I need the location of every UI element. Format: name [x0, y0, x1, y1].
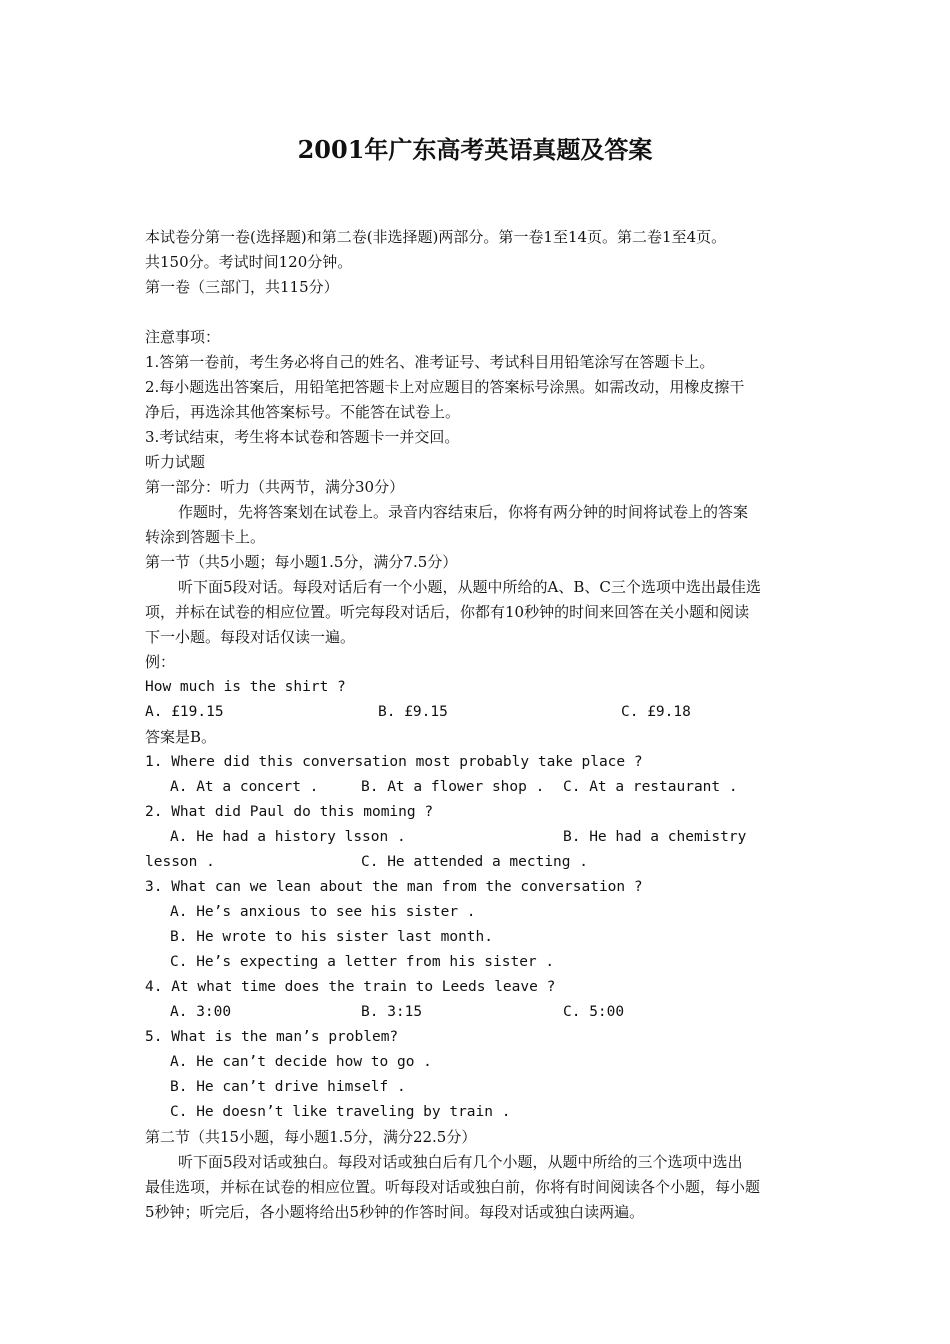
section2-instructions-3: 5秒钟；听完后，各小题将给出5秒钟的作答时间。每段对话或独白读两遍。 — [145, 1203, 645, 1221]
question-4-option-a: A. 3:00 — [170, 1004, 232, 1020]
question-1-option-b: B. At a flower shop . — [361, 779, 545, 795]
example-label: 例： — [145, 653, 176, 671]
question-3: 3. What can we lean about the man from the conversation ? — [145, 879, 643, 895]
section1-instructions-2: 项，并标在试卷的相应位置。听完每段对话后，你都有10秒钟的时间来回答在关小题和阅读 — [145, 603, 750, 621]
part1-heading: 第一部分：听力（共两节，满分30分） — [145, 478, 405, 496]
page-title: 2001年广东高考英语真题及答案 — [297, 135, 653, 164]
example-option-a: A. £19.15 — [145, 704, 224, 720]
question-5-option-b: B. He can’t drive himself . — [170, 1079, 406, 1095]
example-option-b: B. £9.15 — [378, 704, 448, 720]
part1-instructions-1: 作题时，先将答案划在试卷上。录音内容结束后，你将有两分钟的时间将试卷上的答案 — [178, 503, 749, 521]
question-2-option-c: C. He attended a mecting . — [361, 854, 588, 870]
part-one-heading: 第一卷（三部门，共115分） — [145, 278, 339, 296]
section1-heading: 第一节（共5小题；每小题1.5分，满分7.5分） — [145, 553, 458, 571]
section2-heading: 第二节（共15小题，每小题1.5分，满分22.5分） — [145, 1128, 477, 1146]
question-3-option-a: A. He’s anxious to see his sister . — [170, 904, 476, 920]
example-option-c: C. £9.18 — [621, 704, 691, 720]
intro-line-1: 本试卷分第一卷(选择题)和第二卷(非选择题)两部分。第一卷1至14页。第二卷1至4页。 — [145, 228, 727, 246]
intro-line-2: 共150分。考试时间120分钟。 — [145, 253, 353, 271]
section2-instructions-1: 听下面5段对话或独白。每段对话或独白后有几个小题，从题中所给的三个选项中选出 — [178, 1153, 743, 1171]
question-2-option-b-cont: lesson . — [145, 854, 215, 870]
part1-instructions-2: 转涂到答题卡上。 — [145, 528, 266, 546]
example-question: How much is the shirt ? — [145, 679, 346, 695]
notes-heading: 注意事项： — [145, 328, 221, 346]
question-3-option-b: B. He wrote to his sister last month. — [170, 929, 494, 945]
note-item-2-cont: 净后，再选涂其他答案标号。不能答在试卷上。 — [145, 403, 461, 421]
question-4-option-b: B. 3:15 — [361, 1004, 423, 1020]
question-5-option-a: A. He can’t decide how to go . — [170, 1054, 432, 1070]
question-5: 5. What is the man’s problem? — [145, 1029, 399, 1045]
section1-instructions-3: 下一小题。每段对话仅读一遍。 — [145, 628, 356, 646]
question-1: 1. Where did this conversation most probably take place ? — [145, 754, 643, 770]
note-item-2: 2.每小题选出答案后，用铅笔把答题卡上对应题目的答案标号涂黑。如需改动，用橡皮擦干 — [145, 378, 745, 396]
question-2-option-b: B. He had a chemistry — [563, 829, 747, 845]
question-5-option-c: C. He doesn’t like traveling by train . — [170, 1104, 511, 1120]
question-1-option-c: C. At a restaurant . — [563, 779, 738, 795]
question-4-option-c: C. 5:00 — [563, 1004, 625, 1020]
note-item-3: 3.考试结束，考生将本试卷和答题卡一并交回。 — [145, 428, 460, 446]
question-1-option-a: A. At a concert . — [170, 779, 319, 795]
note-item-1: 1.答第一卷前，考生务必将自己的姓名、准考证号、考试科目用铅笔涂写在答题卡上。 — [145, 353, 715, 371]
question-4: 4. At what time does the train to Leeds leave ? — [145, 979, 556, 995]
question-3-option-c: C. He’s expecting a letter from his sister . — [170, 954, 555, 970]
listening-label: 听力试题 — [145, 453, 206, 471]
question-2: 2. What did Paul do this moming ? — [145, 804, 434, 820]
section1-instructions-1: 听下面5段对话。每段对话后有一个小题，从题中所给的A、B、C三个选项中选出最佳选 — [178, 578, 761, 596]
example-answer: 答案是B。 — [145, 728, 217, 746]
section2-instructions-2: 最佳选项，并标在试卷的相应位置。听每段对话或独白前，你将有时间阅读各个小题，每小题 — [145, 1178, 761, 1196]
question-2-option-a: A. He had a history lsson . — [170, 829, 406, 845]
